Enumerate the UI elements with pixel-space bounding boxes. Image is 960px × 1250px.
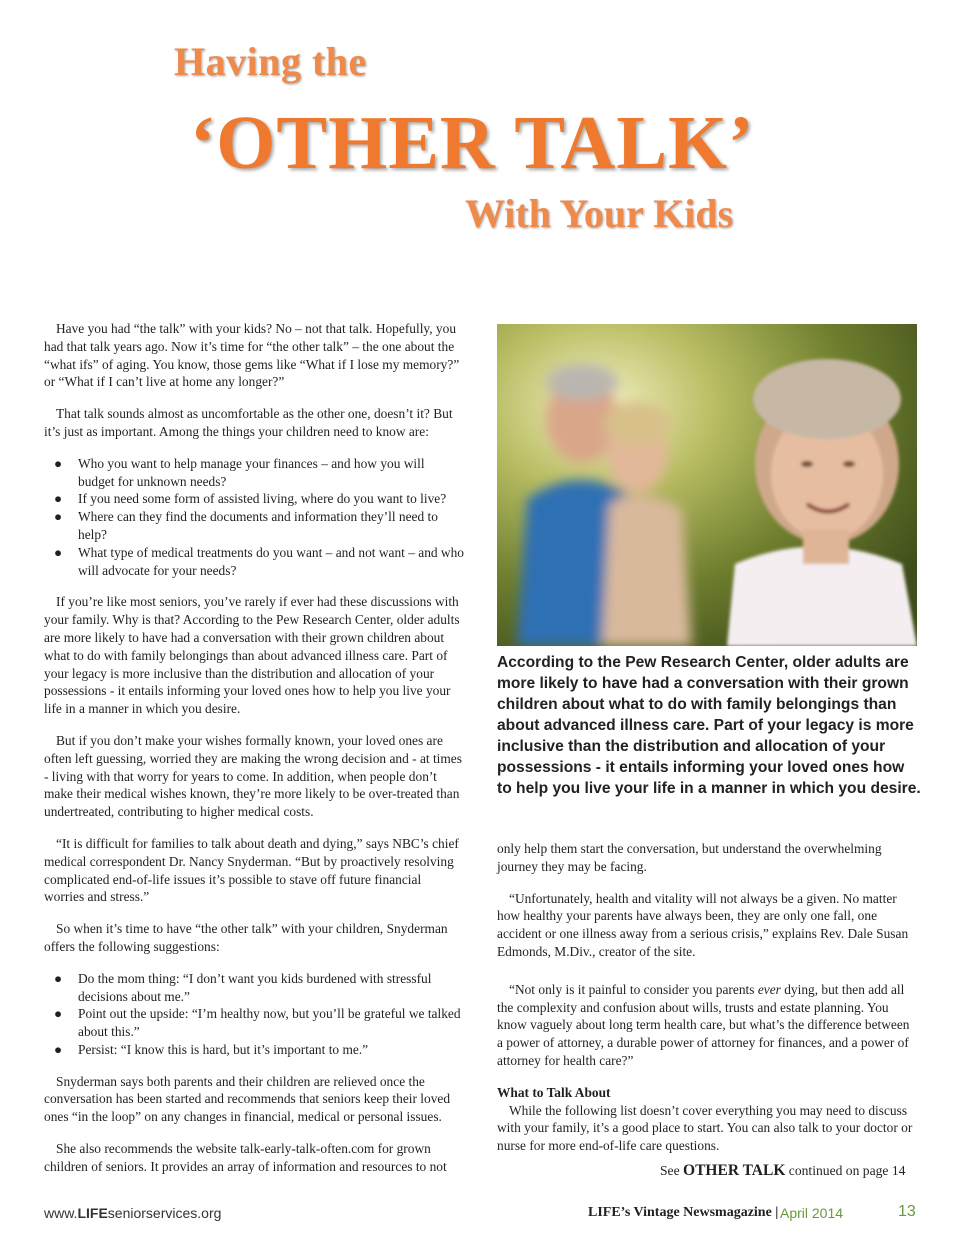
bullet-icon: ● [54,455,63,471]
list-item-text: If you need some form of assisted living, where do you want to live? [78,491,447,507]
list-item [54,490,464,508]
photo-illustration [497,324,917,646]
footer-website[interactable] [44,1205,221,1221]
pull-quote: According to the Pew Research Center, older adults are more likely to have had a conversation with their grown children about what to do with family belongings than about advanced illness care. Part of your legacy is more inclusive than the distribution and allocation of your possessions - it entails informing your loved ones how to help you live your life in a manner in which you desire. [497,654,921,797]
list-item [54,1041,464,1059]
list-item-text: Who you want to help manage your finances – and how you will budget for unknown needs? [78,455,425,489]
continued-suffix: continued on page 14 [785,1163,906,1178]
bullet-icon: ● [54,544,63,560]
list-item [54,508,464,544]
paragraph: Snyderman says both parents and their children are relieved once the conversation has been started and recommends that seniors keep their loved ones “in the loop” on any changes in financial, medical or personal issues. [44,1073,451,1125]
list-item-text: What type of medical treatments do you want – and not want – and who will advocate for your needs? [78,544,464,578]
page-number: 13 [898,1203,916,1220]
title-line-2: ‘OTHER TALK’ [190,101,755,185]
list-item-text: Persist: “I know this is hard, but it’s important to me.” [78,1041,369,1057]
footer-magazine-name: LIFE’s Vintage Newsmagazine | [588,1205,779,1220]
text-run: dying, but then add all the complexity and confusion about wills, trusts and estate planning. You know vaguely about long term health care, but what’s the difference between a power of attorney, a durable power of attorney for finances, and a power of attorney for health care?” [497,981,910,1068]
list-item-text: Where can they find the documents and information they’ll need to help? [78,509,438,542]
paragraph [497,981,917,1070]
url-prefix: www. [44,1205,78,1221]
bullet-list [44,455,464,580]
list-item [54,970,464,1006]
paragraph: But if you don’t make your wishes formally known, your loved ones are often left guessing, worried they are making the wrong decision and - at times - living with that worry for years to come. In addition, when people don’t make their medical wishes known, they’re more likely to be over-treated than undertreated, contributing to higher medical costs. [44,732,462,820]
emphasis: ever [757,981,781,997]
url-bold: LIFE [77,1205,108,1221]
list-item [54,455,464,491]
paragraph: While the following list doesn’t cover everything you may need to discuss with your family, it’s a good place to start. You can also talk to your doctor or nurse for more end-of-life care questions. [497,1102,913,1154]
bullet-icon: ● [54,1006,63,1022]
bullet-icon: ● [54,1041,63,1057]
paragraph: “It is difficult for families to talk about death and dying,” says NBC’s chief medical correspondent Dr. Nancy Snyderman. “But by proactively resolving complicated end-of-life issues it’s possible to stave off future financial worries and stress.” [44,835,459,905]
bullet-icon: ● [54,509,63,525]
list-item-text: Point out the upside: “I’m healthy now, but you’ll be grateful we talked about this.” [78,1006,461,1040]
title-line-3: With Your Kids [465,191,734,236]
list-item-text: Do the mom thing: “I don’t want you kids burdened with stressful decisions about me.” [78,970,432,1004]
paragraph: Have you had “the talk” with your kids? No – not that talk. Hopefully, you had that talk years ago. Now it’s time for “the other talk” – the one about the “what ifs” of aging. You know, those gems like “What if I lose my memory?” or “What if I can’t live at home any longer?” [44,321,460,390]
paragraph: So when it’s time to have “the other talk” with your children, Snyderman offers the following suggestions: [44,921,448,954]
continued-notice [660,1162,905,1180]
bullet-list [44,970,464,1059]
title-line-1: Having the [174,39,367,84]
footer-date: April 2014 [780,1205,844,1221]
article-photo [497,324,917,646]
bullet-icon: ● [54,970,63,986]
section-heading: What to Talk About [497,1084,611,1100]
paragraph: That talk sounds almost as uncomfortable as the other one, doesn’t it? But it’s just as important. Among the things your children need to know are: [44,406,453,439]
left-column [44,320,464,1190]
paragraph: She also recommends the website talk-early-talk-often.com for grown children of seniors. It provides an array of information and resources to not [44,1141,447,1174]
list-item [54,544,464,580]
paragraph: If you’re like most seniors, you’ve rarely if ever had these discussions with your family. Why is that? According to the Pew Research Center, older adults are more likely to have had a conversation with their grown children about what to do with family belongings than about advanced illness care. Part of your legacy is more inclusive than the distribution and allocation of your possessions - it entails informing your loved ones how to help you live your life in a manner in which you desire. [44,594,460,717]
continued-keyword: OTHER TALK [683,1162,786,1179]
paragraph: only help them start the conversation, but understand the overwhelming journey they may be facing. [497,841,882,874]
url-suffix: seniorservices.org [107,1205,222,1221]
paragraph: “Unfortunately, health and vitality will not always be a given. No matter how healthy your parents have always been, they are only one fall, one accident or one illness away from a serious crisis,” explains Rev. Dale Susan Edmonds, M.Div., creator of the site. [497,890,909,959]
bullet-icon: ● [54,491,63,507]
right-column [497,840,917,1169]
text-run: “Not only is it painful to consider you parents [509,981,758,997]
list-item [54,1005,464,1041]
continued-prefix: See [660,1163,684,1178]
